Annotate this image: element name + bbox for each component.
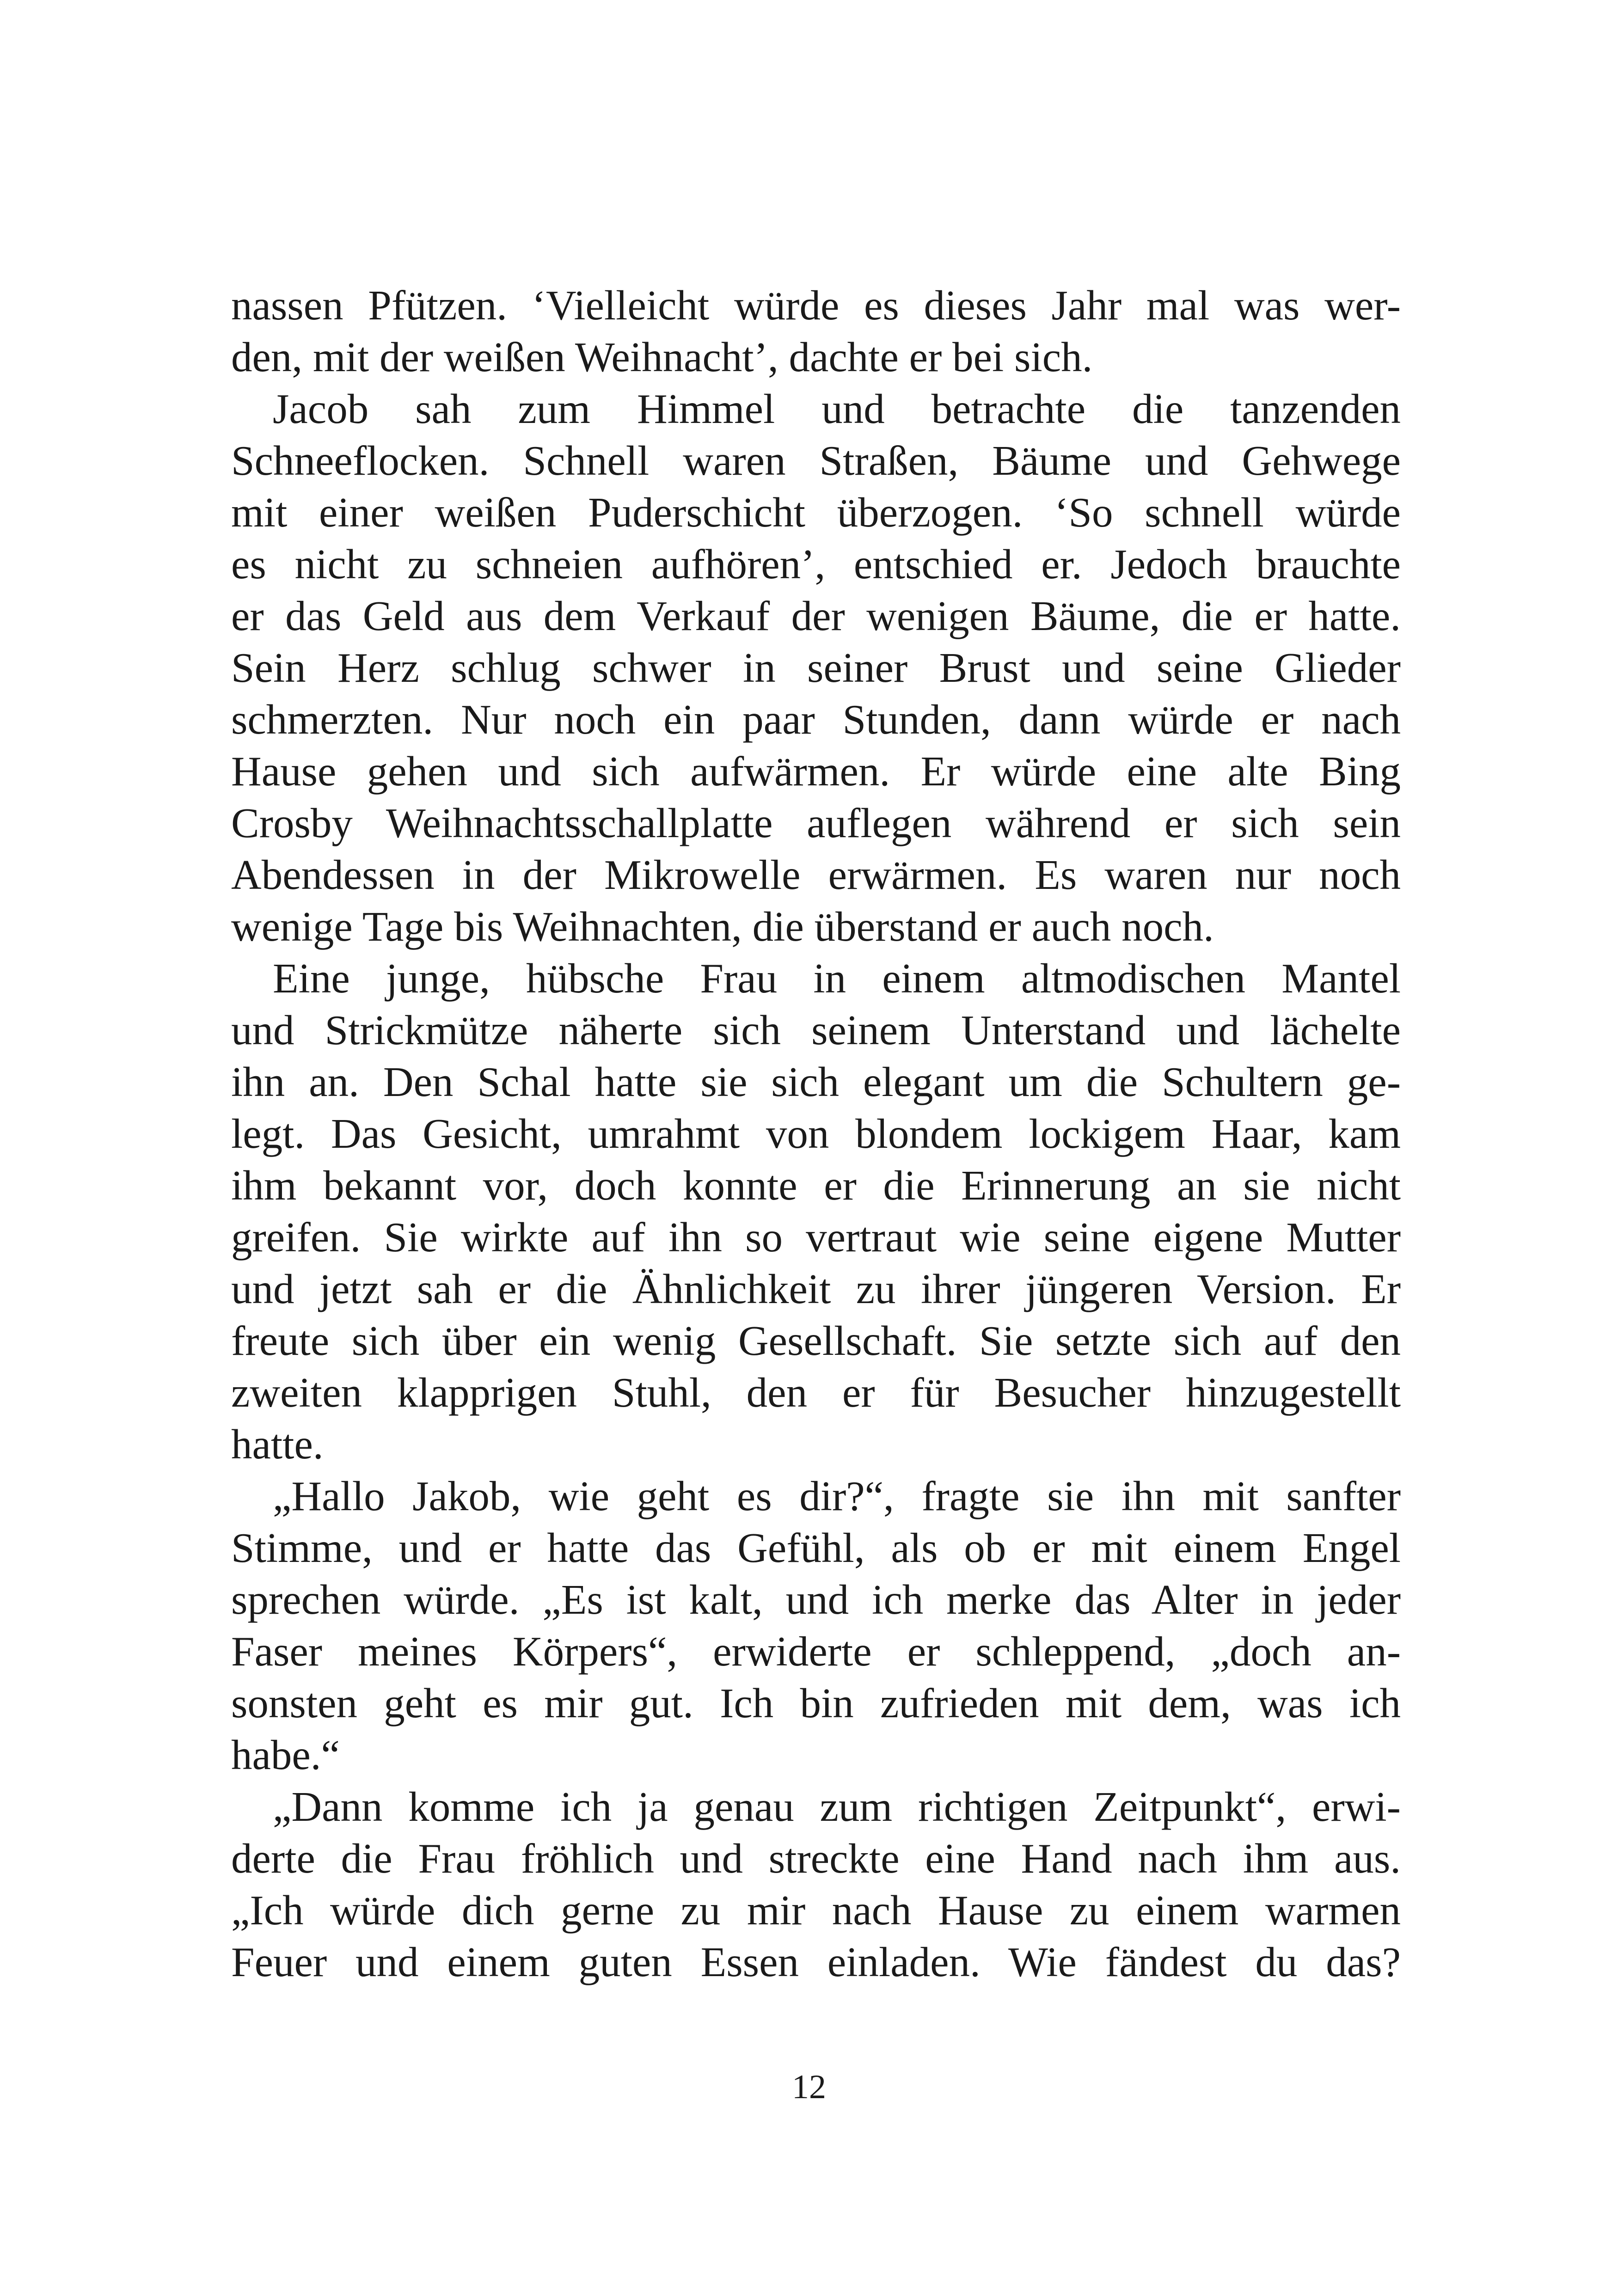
text-line: derte die Frau fröhlich und streckte eine Hand nach ihm aus. — [231, 1835, 1401, 1882]
text-line: Schneeflocken. Schnell waren Straßen, Bäume und Gehwege — [231, 437, 1401, 484]
text-line: und Strickmütze näherte sich seinem Unterstand und lächelte — [231, 1007, 1401, 1053]
text-line: „Hallo Jakob, wie geht es dir?“, fragte sie ihn mit sanfter — [273, 1473, 1401, 1519]
body-text — [231, 280, 1401, 1988]
text-line: freute sich über ein wenig Gesellschaft. Sie setzte sich auf den — [231, 1317, 1401, 1364]
text-line: Hause gehen und sich aufwärmen. Er würde eine alte Bing — [231, 748, 1401, 795]
text-line: mit einer weißen Puderschicht überzogen. ‘So schnell würde — [231, 489, 1401, 536]
text-line: wenige Tage bis Weihnachten, die überstand er auch noch. — [231, 903, 1214, 950]
text-line: Crosby Weihnachtsschallplatte auflegen während er sich sein — [231, 800, 1401, 846]
text-line: Jacob sah zum Himmel und betrachte die tanzenden — [273, 386, 1401, 432]
text-line: nassen Pfützen. ‘Vielleicht würde es dieses Jahr mal was wer- — [231, 282, 1401, 329]
text-line: Faser meines Körpers“, erwiderte er schleppend, „doch an- — [231, 1628, 1401, 1675]
text-line: zweiten klapprigen Stuhl, den er für Besucher hinzugestellt — [231, 1369, 1401, 1416]
text-line: Feuer und einem guten Essen einladen. Wie fändest du das? — [231, 1939, 1401, 1985]
text-line: Abendessen in der Mikrowelle erwärmen. Es waren nur noch — [231, 851, 1401, 898]
text-line: hatte. — [231, 1421, 324, 1468]
text-line: „Ich würde dich gerne zu mir nach Hause zu einem warmen — [231, 1887, 1401, 1934]
text-line: er das Geld aus dem Verkauf der wenigen Bäume, die er hatte. — [231, 593, 1401, 639]
text-line: greifen. Sie wirkte auf ihn so vertraut wie seine eigene Mutter — [231, 1214, 1401, 1261]
text-line: ihn an. Den Schal hatte sie sich elegant um die Schultern ge- — [231, 1059, 1401, 1105]
text-line: ihm bekannt vor, doch konnte er die Erinnerung an sie nicht — [231, 1162, 1401, 1209]
text-line: Stimme, und er hatte das Gefühl, als ob er mit einem Engel — [231, 1525, 1401, 1571]
text-line: und jetzt sah er die Ähnlichkeit zu ihrer jüngeren Version. Er — [231, 1266, 1401, 1312]
text-line: habe.“ — [231, 1732, 340, 1778]
text-line: sprechen würde. „Es ist kalt, und ich merke das Alter in jeder — [231, 1576, 1401, 1623]
text-line: legt. Das Gesicht, umrahmt von blondem lockigem Haar, kam — [231, 1110, 1401, 1157]
text-line: Eine junge, hübsche Frau in einem altmodischen Mantel — [273, 955, 1401, 1002]
text-line: Sein Herz schlug schwer in seiner Brust und seine Glieder — [231, 644, 1401, 691]
text-line: es nicht zu schneien aufhören’, entschied er. Jedoch brauchte — [231, 541, 1401, 588]
text-line: den, mit der weißen Weihnacht’, dachte er bei sich. — [231, 334, 1093, 380]
text-line: schmerzten. Nur noch ein paar Stunden, dann würde er nach — [231, 696, 1401, 743]
page-number: 12 — [792, 2068, 826, 2106]
text-line: sonsten geht es mir gut. Ich bin zufrieden mit dem, was ich — [231, 1680, 1401, 1727]
text-line: „Dann komme ich ja genau zum richtigen Zeitpunkt“, erwi- — [273, 1783, 1401, 1830]
